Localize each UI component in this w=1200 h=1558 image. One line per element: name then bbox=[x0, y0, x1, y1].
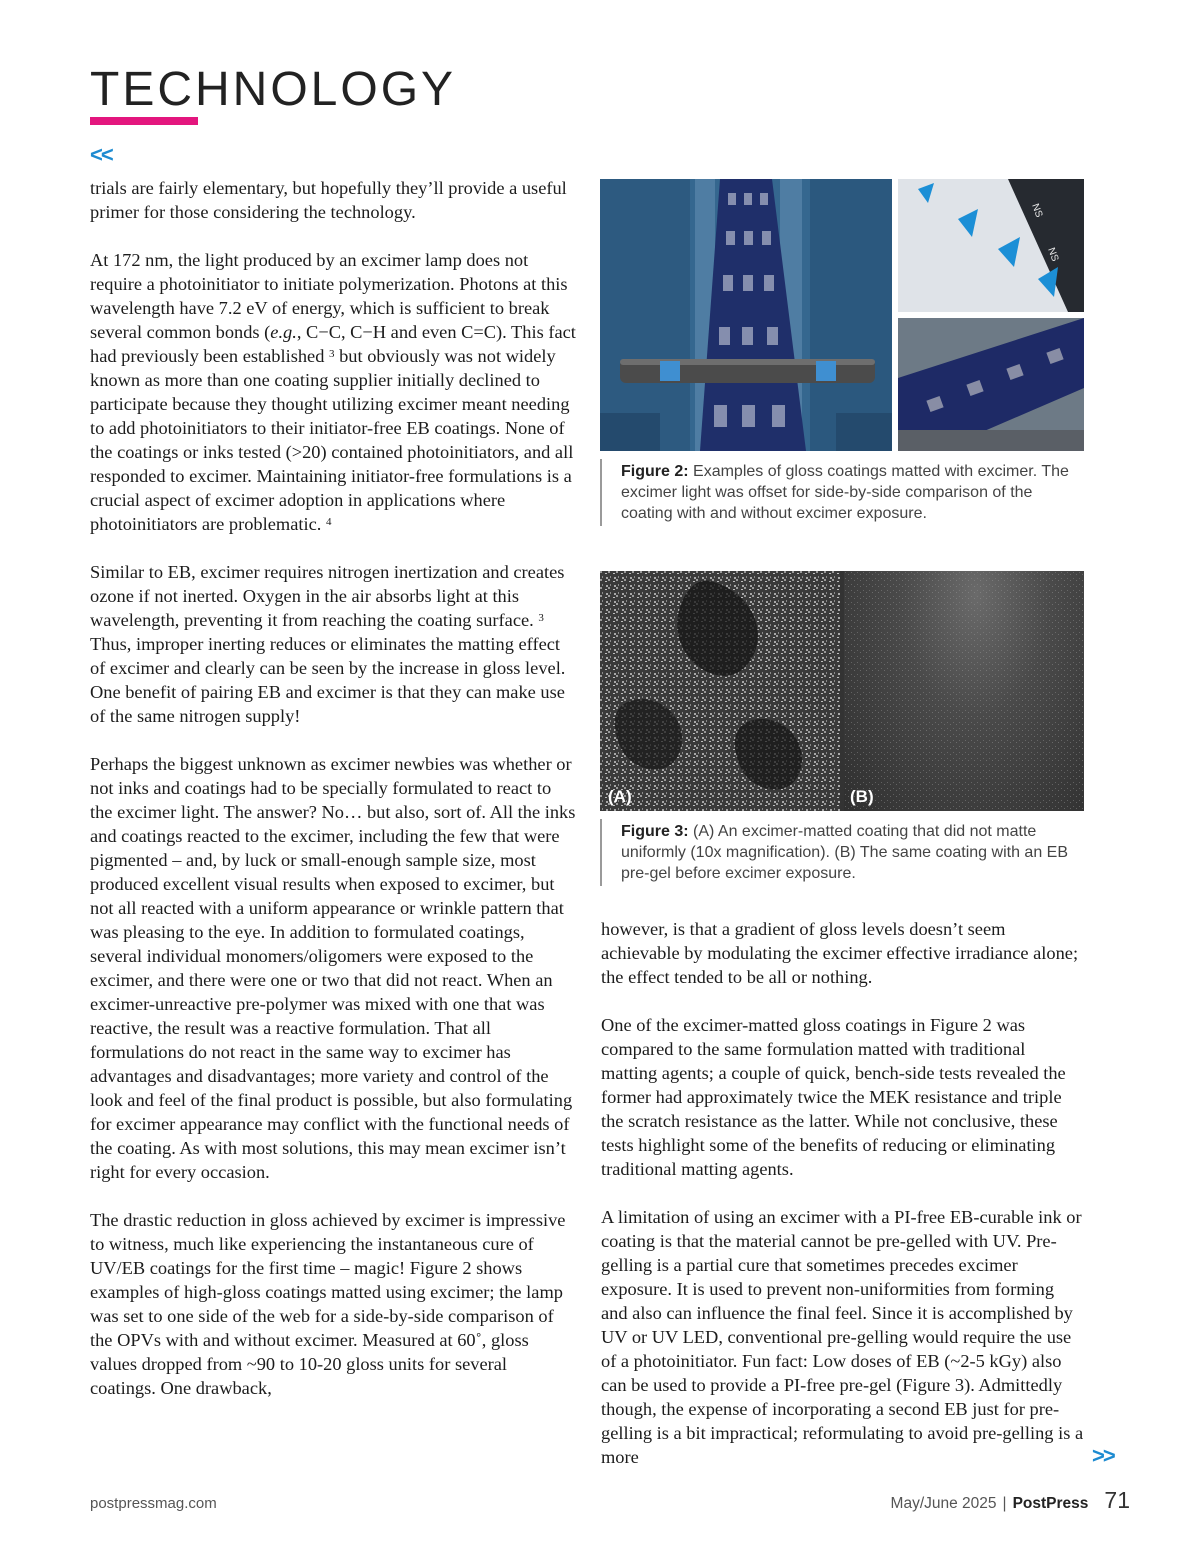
citation-ref: 3 bbox=[329, 348, 335, 360]
paragraph: however, is that a gradient of gloss levels doesn’t seem achievable by modulating the excimer effective irradiance alone; the effect tended to be all or nothing. bbox=[601, 919, 1079, 987]
footer-website[interactable]: postpressmag.com bbox=[90, 1495, 217, 1512]
paragraph: A limitation of using an excimer with a PI-free EB-curable ink or coating is that the material cannot be pre-gelled with UV. Pre-gelling is a partial cure that sometimes precedes excimer exposure. It is used to prevent non-uniformities from forming and also can influence the final feel. Since it is accomplished by UV or UV LED, conventional pre-gelling would require the use of a photoinitiator. Fun fact: Low doses of EB (~2-5 kGy) also can be used to provide a PI-free pre-gel (Figure 3). Admittedly though, the expense of incorporating a second EB just for pre-gelling is a bit impractical; reformulating to avoid pre-gelling is a more bbox=[601, 1207, 1084, 1467]
figure-2 bbox=[600, 179, 1084, 526]
paragraph: trials are fairly elementary, but hopefully they’ll provide a useful primer for those considering the technology. bbox=[90, 178, 567, 222]
figure-3 bbox=[600, 571, 1084, 886]
micrograph-b bbox=[844, 571, 1084, 811]
footer-publication: PostPress bbox=[1012, 1495, 1089, 1512]
paragraph: One of the excimer-matted gloss coatings in Figure 2 was compared to the same formulation matted with traditional matting agents; a couple of quick, bench-side tests revealed the former had approximately twice the MEK resistance and triple the scratch resistance as the latter. While not conclusive, these tests highlight some of the benefits of reducing or eliminating traditional matting agents. bbox=[601, 1015, 1066, 1179]
figure-3-label: Figure 3: bbox=[621, 823, 689, 840]
previous-page-marker[interactable]: << bbox=[90, 142, 112, 167]
figure-2-label: Figure 2: bbox=[621, 463, 689, 480]
citation-ref: 3 bbox=[538, 612, 544, 624]
paragraph: At 172 nm, the light produced by an excimer lamp does not require a photoinitiator to initiate polymerization. Photons at this wavelength have 7.2 eV of energy, which is sufficient to break several common bonds (e.g., C−C, C−H and even C=C). This fact had previously been established $^3$ but obviously was not widely known as more than one coating supplier initially declined to participate because they thought utilizing excimer meant needing to add photoinitiators to their initiator-free EB coatings. None of the coatings or inks tested (>20) contained photoinitiators, and all responded to excimer. Maintaining initiator-free formulations is a crucial aspect of excimer adoption in applications where photoinitiators are problematic. $^4$ bbox=[90, 250, 576, 534]
printed-web-photo bbox=[898, 318, 1084, 451]
footer-issue: May/June 2025 bbox=[890, 1495, 997, 1512]
citation-ref: 4 bbox=[325, 516, 332, 528]
figure-3-caption bbox=[600, 819, 1084, 886]
paragraph: Similar to EB, excimer requires nitrogen inertization and creates ozone if not inerted. Oxygen in the air absorbs light at this wavelength, preventing it from reaching the coating surface. $^3$ Thus, improper inerting reduces or eliminates the matting effect of excimer and clearly can be seen by the increase in gloss level. One benefit of pairing EB and excimer is that they can make use of the same nitrogen supply! bbox=[90, 562, 566, 726]
footer-separator: | bbox=[1002, 1495, 1007, 1512]
left-column bbox=[90, 176, 576, 1400]
figure-3-tag-b: (B) bbox=[850, 787, 874, 806]
figure-2-caption bbox=[600, 459, 1084, 526]
press-web-photo bbox=[600, 179, 892, 451]
figure-2-photos bbox=[600, 179, 1084, 451]
coated-sample-photo bbox=[898, 179, 1084, 312]
figure-3-tag-a: (A) bbox=[608, 787, 632, 806]
footer-issue-info bbox=[891, 1487, 1130, 1514]
page-number: 71 bbox=[1104, 1487, 1130, 1513]
svg-text:NS: NS bbox=[1029, 202, 1045, 220]
micrograph-a bbox=[600, 571, 840, 811]
figure-2-caption-text: Examples of gloss coatings matted with excimer. The excimer light was offset for side-by-side comparison of the coating with and without excimer exposure. bbox=[621, 463, 1069, 522]
next-page-marker[interactable]: >> bbox=[1092, 1443, 1114, 1468]
paragraph: The drastic reduction in gloss achieved by excimer is impressive to witness, much like experiencing the instantaneous cure of UV/EB coatings for the first time – magic! Figure 2 shows examples of high-gloss coatings matted using excimer; the lamp was set to one side of the web for a side-by-side comparison of the OPVs with and without excimer. Measured at 60˚, gloss values dropped from ~90 to 10-20 gloss units for several coatings. One drawback, bbox=[90, 1210, 566, 1398]
paragraph: Perhaps the biggest unknown as excimer newbies was whether or not inks and coatings had to be specially formulated to react to the excimer light. The answer? No… but also, sort of. All the inks and coatings reacted to the excimer, including the few that were pigmented – and, by luck or small-enough sample size, most produced excellent visual results when exposed to excimer, but not all reacted with a uniform appearance or wrinkle pattern that was pleasing to the eye. In addition to formulated coatings, several individual monomers/oligomers were exposed to the excimer, and there were one or two that did not react. When an excimer-unreactive pre-polymer was mixed with one that was reactive, the result was a reactive formulation. That all formulations do not react in the same way to excimer has advantages and disadvantages; more variety and control of the look and feel of the final product is possible, but also formulating for excimer appearance may conflict with the functional needs of the coating. As with most solutions, this may mean excimer isn’t right for every occasion. bbox=[90, 754, 576, 1182]
section-title: TECHNOLOGY bbox=[90, 63, 457, 116]
svg-text:NS: NS bbox=[1045, 246, 1061, 264]
right-column bbox=[601, 917, 1085, 1469]
figure-3-caption-text: (A) An excimer-matted coating that did not matte uniformly (10x magnification). (B) The same coating with an EB pre-gel before excimer exposure. bbox=[621, 823, 1069, 882]
figure-3-photos bbox=[600, 571, 1084, 811]
title-accent-bar bbox=[90, 117, 198, 125]
